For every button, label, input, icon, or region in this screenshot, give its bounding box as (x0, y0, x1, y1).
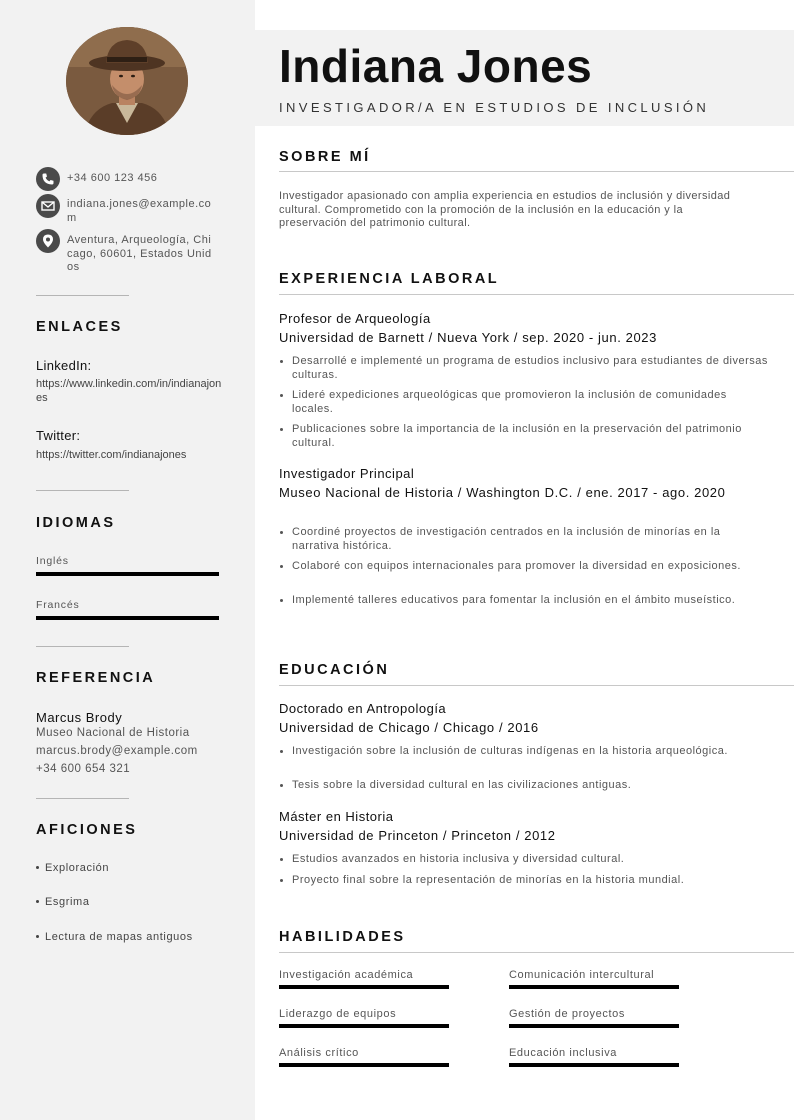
profile-photo-image (66, 27, 188, 135)
skill-name: Análisis crítico (279, 1047, 359, 1059)
skill-name: Comunicación intercultural (509, 969, 655, 981)
location-pin-icon (36, 229, 60, 253)
reference-phone: +34 600 654 321 (36, 763, 131, 775)
reference-organization: Museo Nacional de Historia (36, 727, 190, 739)
phone-icon (36, 167, 60, 191)
job-bullet: Publicaciones sobre la importancia de la inclusión en la preservación del patrimonio cultural. (279, 423, 769, 450)
section-rule (279, 294, 794, 295)
sidebar-divider (36, 798, 129, 799)
about-heading: SOBRE MÍ (279, 149, 371, 165)
job-subtitle: Universidad de Barnett / Nueva York / sep. 2020 - jun. 2023 (279, 330, 657, 345)
skill-level-bar (509, 1063, 679, 1067)
education-subtitle: Universidad de Chicago / Chicago / 2016 (279, 720, 539, 735)
sidebar (0, 0, 255, 1120)
skill-name: Educación inclusiva (509, 1047, 618, 1059)
skill-level-bar (279, 1063, 449, 1067)
reference-email: marcus.brody@example.com (36, 745, 198, 757)
candidate-role: INVESTIGADOR/A EN ESTUDIOS DE INCLUSIÓN (279, 100, 710, 115)
section-rule (279, 952, 794, 953)
section-rule (279, 171, 794, 172)
main-content (255, 0, 794, 1120)
job-bullet: Implementé talleres educativos para fomentar la inclusión en el ámbito museístico. (279, 594, 769, 608)
job-subtitle: Museo Nacional de Historia / Washington D.C. / ene. 2017 - ago. 2020 (279, 485, 726, 500)
section-rule (279, 685, 794, 686)
skill-name: Liderazgo de equipos (279, 1008, 397, 1020)
contact-address (36, 229, 217, 275)
contact-phone (36, 167, 217, 191)
education-heading: EDUCACIÓN (279, 662, 390, 678)
education-subtitle: Universidad de Princeton / Princeton / 2012 (279, 828, 556, 843)
experience-heading: EXPERIENCIA LABORAL (279, 271, 500, 287)
skill-level-bar (509, 1024, 679, 1028)
contact-email (36, 194, 217, 225)
reference-heading: REFERENCIA (36, 670, 156, 686)
skill-name: Gestión de proyectos (509, 1008, 625, 1020)
contact-email-text: indiana.jones@example.com (67, 198, 212, 224)
skill-level-bar (279, 985, 449, 989)
language-level-bar (36, 616, 219, 620)
education-bullet: Investigación sobre la inclusión de culturas indígenas en la historia arqueológica. (279, 745, 769, 759)
about-text: Investigador apasionado con amplia experiencia en estudios de inclusión y diversidad cultural. Comprometido con la promoción de la inclusión en la educación y la preservación del patrimonio cultural. (279, 190, 731, 229)
skill-name: Investigación académica (279, 969, 414, 981)
job-bullet: Desarrollé e implementé un programa de estudios inclusivo para estudiantes de diversas culturas. (279, 355, 769, 382)
hobby-item: Lectura de mapas antiguos (36, 931, 193, 943)
linkedin-label: LinkedIn: (36, 358, 92, 373)
education-bullet: Proyecto final sobre la representación de minorías en la historia mundial. (279, 874, 769, 888)
contact-phone-text: +34 600 123 456 (67, 172, 158, 184)
candidate-name: Indiana Jones (279, 40, 593, 92)
sidebar-divider (36, 295, 129, 296)
languages-heading: IDIOMAS (36, 515, 116, 531)
education-title: Máster en Historia (279, 809, 394, 824)
hobby-item: Exploración (36, 862, 109, 874)
profile-photo (66, 27, 188, 135)
job-title: Profesor de Arqueología (279, 311, 431, 326)
links-heading: ENLACES (36, 319, 123, 335)
education-bullet: Tesis sobre la diversidad cultural en las civilizaciones antiguas. (279, 779, 769, 793)
job-bullet: Colaboré con equipos internacionales para promover la diversidad en exposiciones. (279, 560, 769, 574)
language-name: Francés (36, 599, 80, 611)
job-bullet: Lideré expediciones arqueológicas que promovieron la inclusión de comunidades locales. (279, 389, 769, 416)
reference-name: Marcus Brody (36, 710, 123, 725)
job-bullet: Coordiné proyectos de investigación centrados en la inclusión de minorías en la narrativa histórica. (279, 526, 769, 553)
twitter-label: Twitter: (36, 428, 81, 443)
hobby-item: Esgrima (36, 896, 90, 908)
sidebar-divider (36, 646, 129, 647)
contact-address-text: Aventura, Arqueología, Chicago, 60601, Estados Unidos (67, 234, 212, 273)
email-icon (36, 194, 60, 218)
sidebar-divider (36, 490, 129, 491)
skill-level-bar (279, 1024, 449, 1028)
education-bullet: Estudios avanzados en historia inclusiva y diversidad cultural. (279, 853, 769, 867)
language-level-bar (36, 572, 219, 576)
education-title: Doctorado en Antropología (279, 701, 447, 716)
skills-heading: HABILIDADES (279, 929, 406, 945)
linkedin-link[interactable]: https://www.linkedin.com/in/indianajones (36, 378, 222, 404)
hobbies-heading: AFICIONES (36, 822, 138, 838)
language-name: Inglés (36, 555, 69, 567)
twitter-link[interactable]: https://twitter.com/indianajones (36, 449, 187, 461)
job-title: Investigador Principal (279, 466, 415, 481)
skill-level-bar (509, 985, 679, 989)
